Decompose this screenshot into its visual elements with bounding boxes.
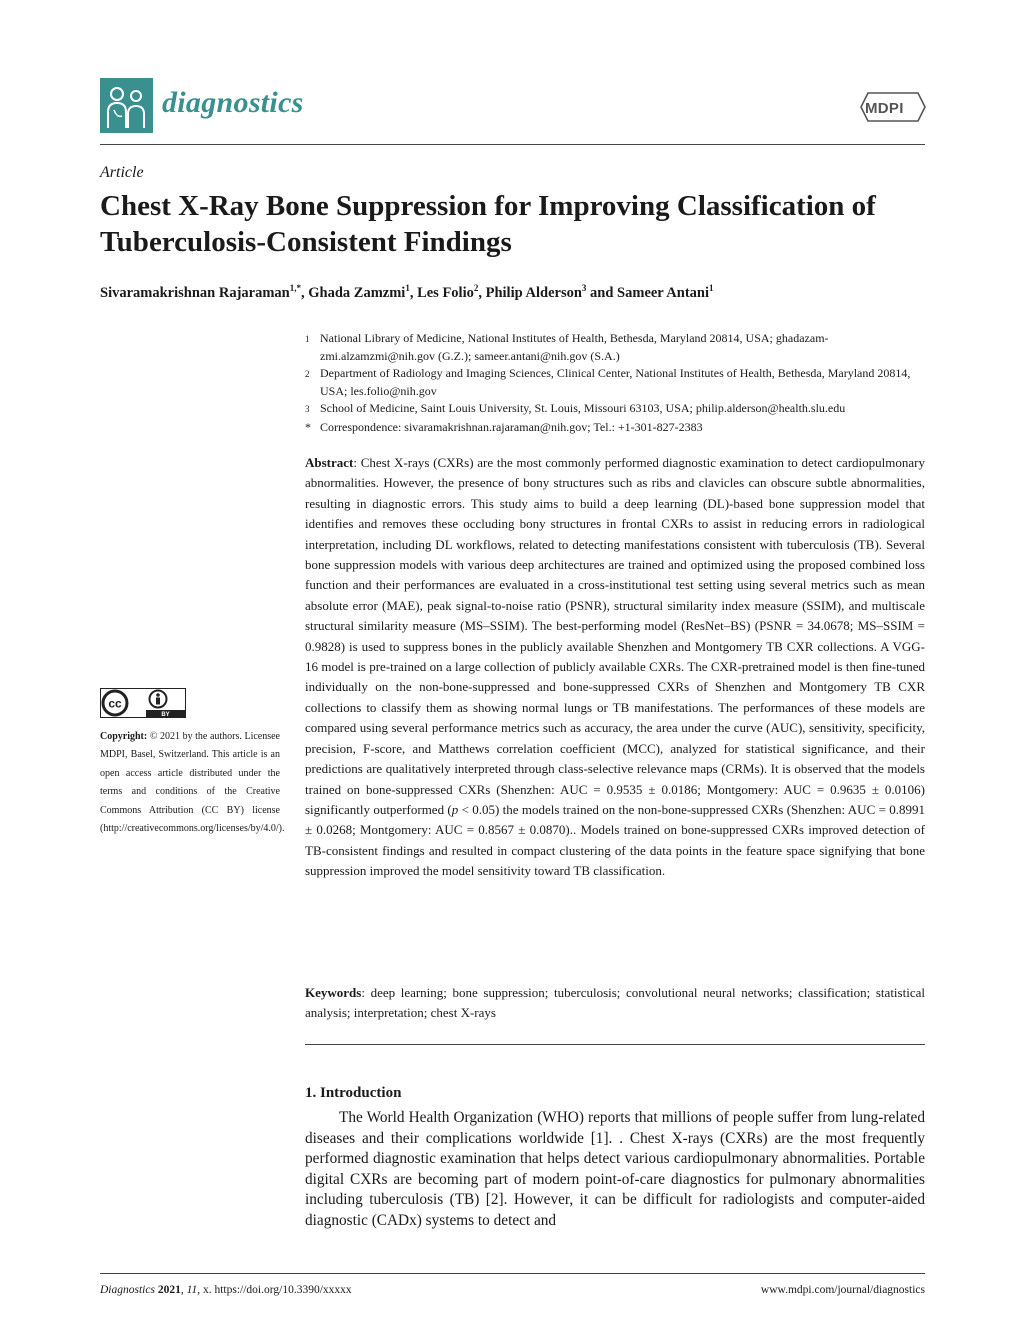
abstract-text-continued: < 0.05) the models trained on the non-bone-suppressed CXRs (Shenzhen: AUC = 0.8991 ± 0.0268; Montgomery: AUC = 0.8567 ± 0.0870).. Models trained on bone-suppressed CXRs improved detection of TB-consistent findings and resulted in compact clustering of the data points in the feature space signifying that bone suppression improved the model sensitivity toward TB classification. [305, 801, 925, 879]
author-affiliation-mark: 3 [581, 283, 587, 293]
affiliation-text: School of Medicine, Saint Louis University, St. Louis, Missouri 63103, USA; philip.alderson@health.slu.edu [320, 401, 846, 415]
footer-doi[interactable]: , x. https://doi.org/10.3390/xxxxx [197, 1284, 352, 1296]
journal-logo-icon [100, 78, 153, 133]
author-separator: , [300, 284, 309, 301]
article-type: Article [100, 164, 144, 181]
author-separator: , [478, 284, 486, 301]
abstract-label: Abstract [305, 455, 354, 470]
abstract: Abstract: Chest X-rays (CXRs) are the most commonly performed diagnostic examination to detect cardiopulmonary abnormalities. However, the presence of bony structures such as ribs and clavicles can obscure subtle abnormalities, resulting in diagnostic errors. This study aims to build a deep learning (DL)-based bone suppression model that identifies and removes these occluding bony structures in frontal CXRs to assist in reducing errors in radiological interpretation, including DL workflows, related to detecting manifestations consistent with tuberculosis (TB). Several bone suppression models with various deep architectures are trained and optimized using the proposed combined loss function and their performances are evaluated in a cross-institutional test setting using several metrics such as mean absolute error (MAE), peak signal-to-noise ratio (PSNR), structural similarity index measure (SSIM), and multiscale structural similarity measure (MS–SSIM). The best-performing model (ResNet–BS) (PSNR = 34.0678; MS–SSIM = 0.9828) is used to suppress bones in the publicly available Shenzhen and Montgomery TB CXR collections. A VGG-16 model is pre-trained on a large collection of publicly available CXRs. The CXR-pretrained model is then fine-tuned individually on the non-bone-suppressed and bone-suppressed CXRs of Shenzhen and Montgomery TB CXR collections to classify them as showing normal lungs or TB manifestations. The performances of these models are compared using several performance metrics such as accuracy, the area under the curve (AUC), sensitivity, specificity, precision, F-score, and Matthews correlation coefficient (MCC), analyzed for statistical significance, and their predictions are qualitatively interpreted through class-selective relevance maps (CRMs). It is observed that the models trained on bone-suppressed CXRs (Shenzhen: AUC = 0.9535 ± 0.0186; Montgomery: AUC = 0.9635 ± 0.0106) significantly outperformed (p < 0.05) the models trained on the non-bone-suppressed CXRs (Shenzhen: AUC = 0.8991 ± 0.0268; Montgomery: AUC = 0.8567 ± 0.0870).. Models trained on bone-suppressed CXRs improved detection of TB-consistent findings and resulted in compact clustering of the data points in the feature space signifying that bone suppression improved the model sensitivity toward TB classification. [305, 455, 925, 879]
cc-by-license-icon[interactable] [100, 688, 186, 718]
publisher-name: MDPI [865, 100, 904, 117]
affiliations-list [305, 330, 925, 436]
affiliation-mark: * [305, 419, 311, 434]
copyright-label: Copyright: [100, 731, 148, 742]
journal-url-link[interactable]: www.mdpi.com/journal/diagnostics [760, 1284, 925, 1296]
article-title: Chest X-Ray Bone Suppression for Improving Classification of Tuberculosis-Consistent Findings [100, 190, 876, 258]
author-affiliation-mark: 1 [405, 283, 410, 293]
author-separator: , [409, 284, 418, 301]
affiliation-mark: 2 [305, 369, 310, 379]
footer-divider [100, 1273, 925, 1274]
affiliation-mark: 3 [305, 404, 310, 414]
citation-footer: Diagnostics 2021, 11, x. https://doi.org/10.3390/xxxxx [100, 1284, 352, 1296]
cc-badge-label: cc [108, 696, 122, 711]
affiliation-text: National Library of Medicine, National Institutes of Health, Bethesda, Maryland 20814, USA; ghadazam-zmi.alzamzmi@nih.gov (G.Z.); sameer.antani@nih.gov (S.A.) [320, 331, 829, 363]
author-name: Philip Alderson [485, 284, 582, 301]
author-list [100, 283, 925, 302]
author-affiliation-mark: 1,* [289, 283, 301, 293]
author-separator: and [586, 284, 618, 301]
author-name: Ghada Zamzmi [308, 284, 406, 301]
author-affiliation-mark: 2 [473, 283, 479, 293]
affiliation-item [305, 400, 925, 419]
p-value-symbol: p [451, 801, 459, 817]
keywords-text: deep learning; bone suppression; tuberculosis; convolutional neural networks; classification; statistical analysis; interpretation; chest X-rays [305, 985, 925, 1021]
affiliation-item [305, 330, 925, 365]
journal-name: diagnostics [162, 86, 304, 119]
affiliation-text: Department of Radiology and Imaging Sciences, Clinical Center, National Institutes of Health, Bethesda, Maryland 20814, USA; les.folio@nih.gov [320, 366, 911, 398]
footer-volume: 11 [186, 1284, 198, 1296]
author-name: Sivaramakrishnan Rajaraman [100, 284, 290, 301]
introduction-paragraph: The World Health Organization (WHO) reports that millions of people suffer from lung-related diseases and their complications worldwide [1]. . Chest X-rays (CXRs) are the most frequently performed diagnostic examination that helps detect various cardiopulmonary abnormalities. Portable digital CXRs are becoming part of modern point-of-care diagnostics for pulmonary abnormalities including tuberculosis (TB) [2]. However, it can be difficult for radiologists and computer-aided diagnostic (CADx) systems to detect and [305, 1109, 925, 1229]
affiliation-text: Correspondence: sivaramakrishnan.rajaraman@nih.gov; Tel.: +1-301-827-2383 [320, 419, 703, 434]
author-name: Les Folio [417, 284, 474, 301]
keywords: Keywords: deep learning; bone suppression; tuberculosis; convolutional neural networks; classification; statistical analysis; interpretation; chest X-rays [305, 985, 925, 1021]
footer-year: 2021 [157, 1284, 181, 1296]
by-badge-label: BY [161, 712, 170, 718]
abstract-text: Chest X-rays (CXRs) are the most commonly performed diagnostic examination to detect cardiopulmonary abnormalities. However, the presence of bony structures such as ribs and clavicles can obscure subtle abnormalities, resulting in diagnostic errors. This study aims to build a deep learning (DL)-based bone suppression model that identifies and removes these occluding bony structures in frontal CXRs to assist in reducing errors in radiological interpretation, including DL workflows, related to detecting manifestations consistent with tuberculosis (TB). Several bone suppression models with various deep architectures are trained and optimized using the proposed combined loss function and their performances are evaluated in a cross-institutional test setting using several metrics such as mean absolute error (MAE), peak signal-to-noise ratio (PSNR), structural similarity index measure (SSIM), and multiscale structural similarity measure (MS–SSIM). The best-performing model (ResNet–BS) (PSNR = 34.0678; MS–SSIM = 0.9828) is used to suppress bones in the publicly available Shenzhen and Montgomery TB CXR collections. A VGG-16 model is pre-trained on a large collection of publicly available CXRs. The CXR-pretrained model is then fine-tuned individually on the non-bone-suppressed and bone-suppressed CXRs of Shenzhen and Montgomery TB CXR collections to classify them as showing normal lungs or TB manifestations. The performances of these models are compared using several performance metrics such as accuracy, the area under the curve (AUC), sensitivity, specificity, precision, F-score, and Matthews correlation coefficient (MCC), analyzed for statistical significance, and their predictions are qualitatively interpreted through class-selective relevance maps (CRMs). It is observed that the models trained on bone-suppressed CXRs (Shenzhen: AUC = 0.9535 ± 0.0186; Montgomery: AUC = 0.9635 ± 0.0106) significantly outperformed ( [305, 455, 925, 817]
affiliation-item [305, 419, 925, 437]
section-heading: 1. Introduction [305, 1085, 402, 1101]
header-divider [100, 144, 925, 145]
copyright-notice [100, 728, 285, 838]
author-name: Sameer Antani [617, 284, 710, 301]
section-divider [305, 1044, 925, 1045]
affiliation-mark: 1 [305, 334, 310, 344]
author-affiliation-mark: 1 [709, 283, 714, 293]
affiliation-item [305, 365, 925, 400]
footer-journal: Diagnostics [100, 1284, 155, 1296]
copyright-text: © 2021 by the authors. Licensee MDPI, Basel, Switzerland. This article is an open access article distributed under the terms and conditions of the Creative Commons Attribution (CC BY) license (http://creativecommons.org/licenses/by/4.0/). [100, 731, 285, 835]
keywords-label: Keywords [305, 985, 362, 1000]
